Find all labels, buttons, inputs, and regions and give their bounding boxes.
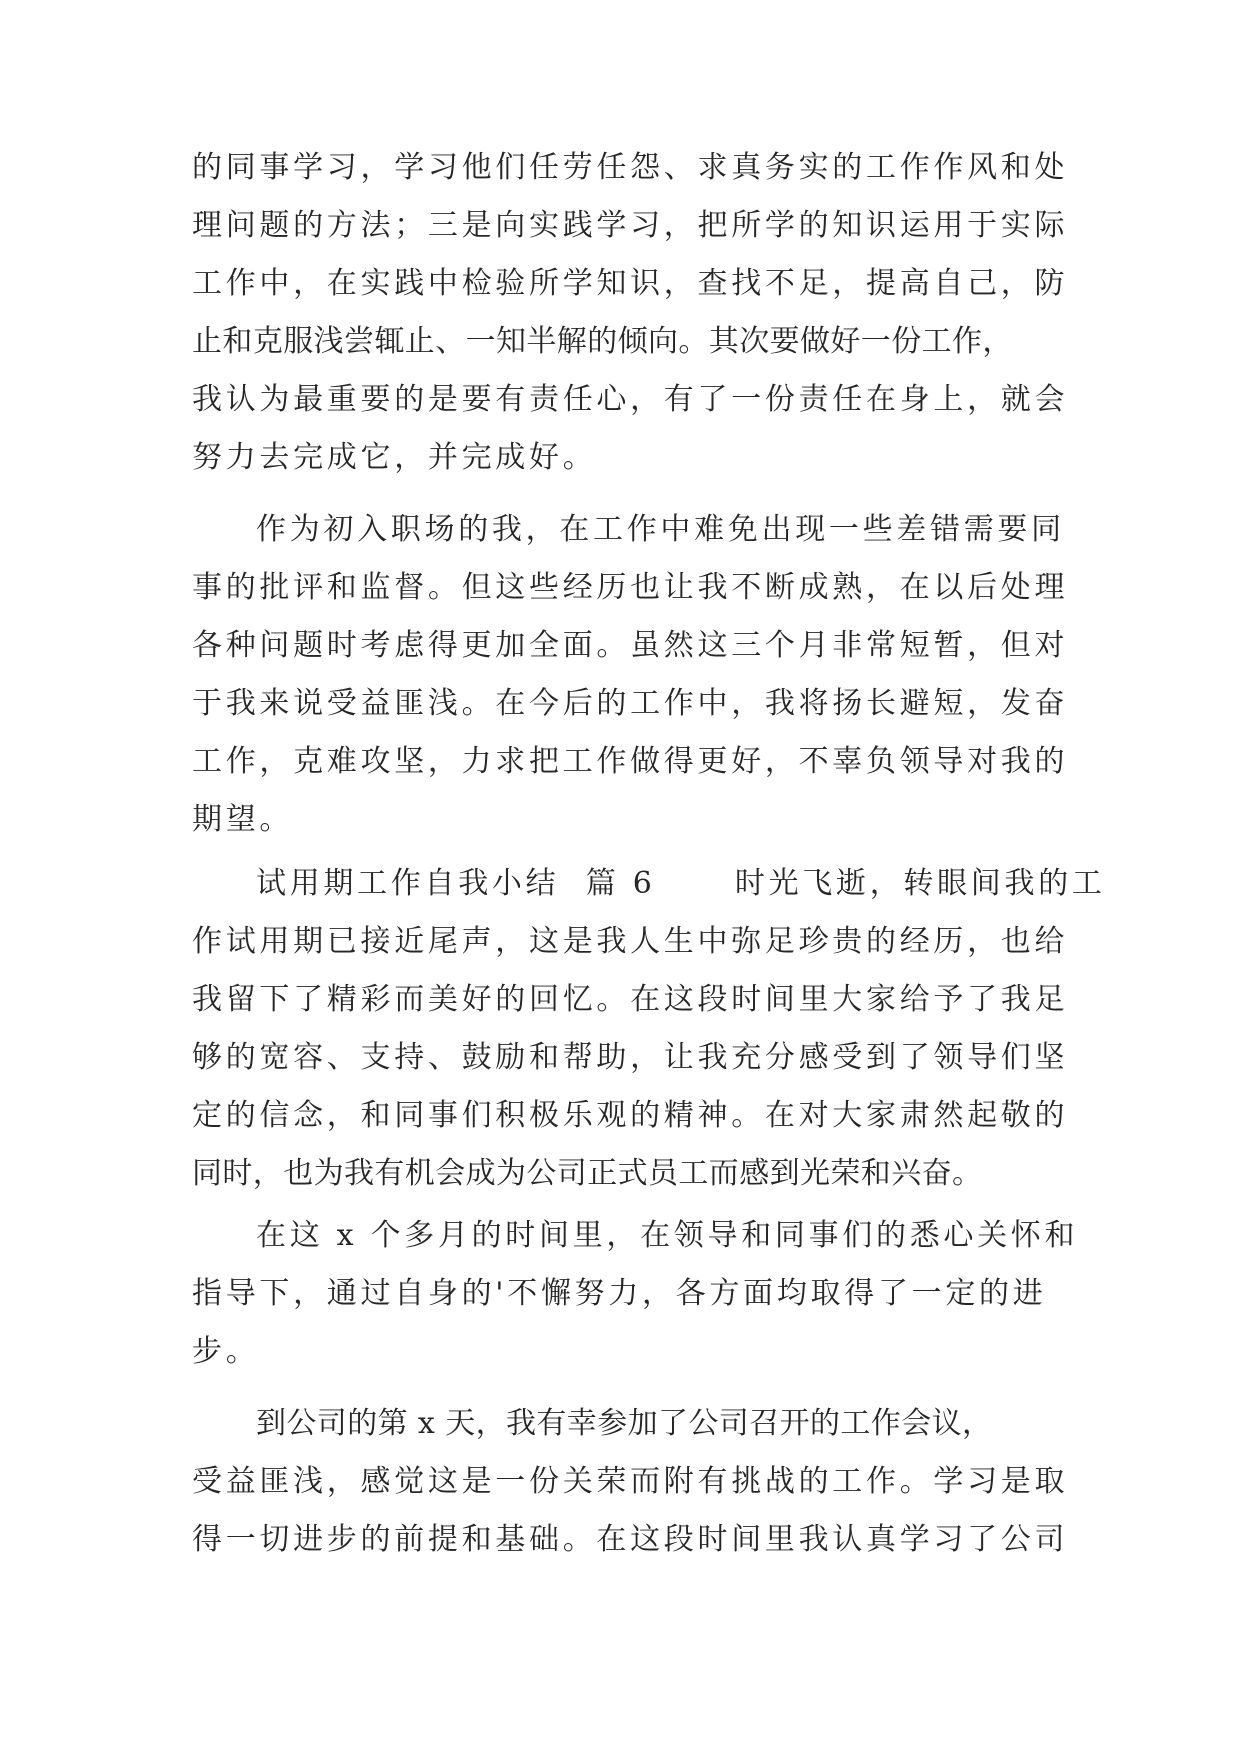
text-line: 于我来说受益匪浅。在今后的工作中，我将扬长避短，发奋: [192, 686, 1069, 721]
text-line: 得一切进步的前提和基础。在这段时间里我认真学习了公司: [192, 1522, 1069, 1557]
text-line: 到公司的第 x 天，我有幸参加了公司召开的工作会议，: [256, 1406, 993, 1441]
text-line: 作为初入职场的我，在工作中难免出现一些差错需要同: [256, 512, 1065, 547]
text-line: 止和克服浅尝辄止、一知半解的倾向。其次要做好一份工作，: [192, 324, 1013, 359]
text-line: 我留下了精彩而美好的回忆。在这段时间里大家给予了我足: [192, 982, 1069, 1017]
text-line: 期望。: [192, 802, 294, 837]
text-line: 努力去完成它，并完成好。: [192, 440, 597, 475]
text-line: 受益匪浅，感觉这是一份关荣而附有挑战的工作。学习是取: [192, 1464, 1069, 1499]
text-line: 定的信念，和同事们积极乐观的精神。在对大家肃然起敬的: [192, 1098, 1069, 1133]
text-line: 理问题的方法；三是向实践学习，把所学的知识运用于实际: [192, 208, 1069, 243]
text-line: 指导下，通过自身的'不懈努力，各方面均取得了一定的进: [192, 1276, 1047, 1311]
section-heading-line: 试用期工作自我小结 篇 6 时光飞逝，转眼间我的工: [256, 866, 1106, 901]
text-line: 够的宽容、支持、鼓励和帮助，让我充分感受到了领导们坚: [192, 1040, 1069, 1075]
text-line: 我认为最重要的是要有责任心，有了一份责任在身上，就会: [192, 382, 1069, 417]
text-line: 工作，克难攻坚，力求把工作做得更好，不辜负领导对我的: [192, 744, 1069, 779]
text-line: 在这 x 个多月的时间里，在领导和同事们的悉心关怀和: [256, 1218, 1079, 1253]
text-line: 事的批评和监督。但这些经历也让我不断成熟，在以后处理: [192, 570, 1069, 605]
text-line: 作试用期已接近尾声，这是我人生中弥足珍贵的经历，也给: [192, 924, 1069, 959]
text-line: 各种问题时考虑得更加全面。虽然这三个月非常短暂，但对: [192, 628, 1069, 663]
text-line: 的同事学习，学习他们任劳任怨、求真务实的工作作风和处: [192, 150, 1069, 185]
text-line: 步。: [192, 1334, 260, 1369]
text-line: 工作中，在实践中检验所学知识，查找不足，提高自己，防: [192, 266, 1069, 301]
text-line: 同时，也为我有机会成为公司正式员工而感到光荣和兴奋。: [192, 1156, 983, 1191]
